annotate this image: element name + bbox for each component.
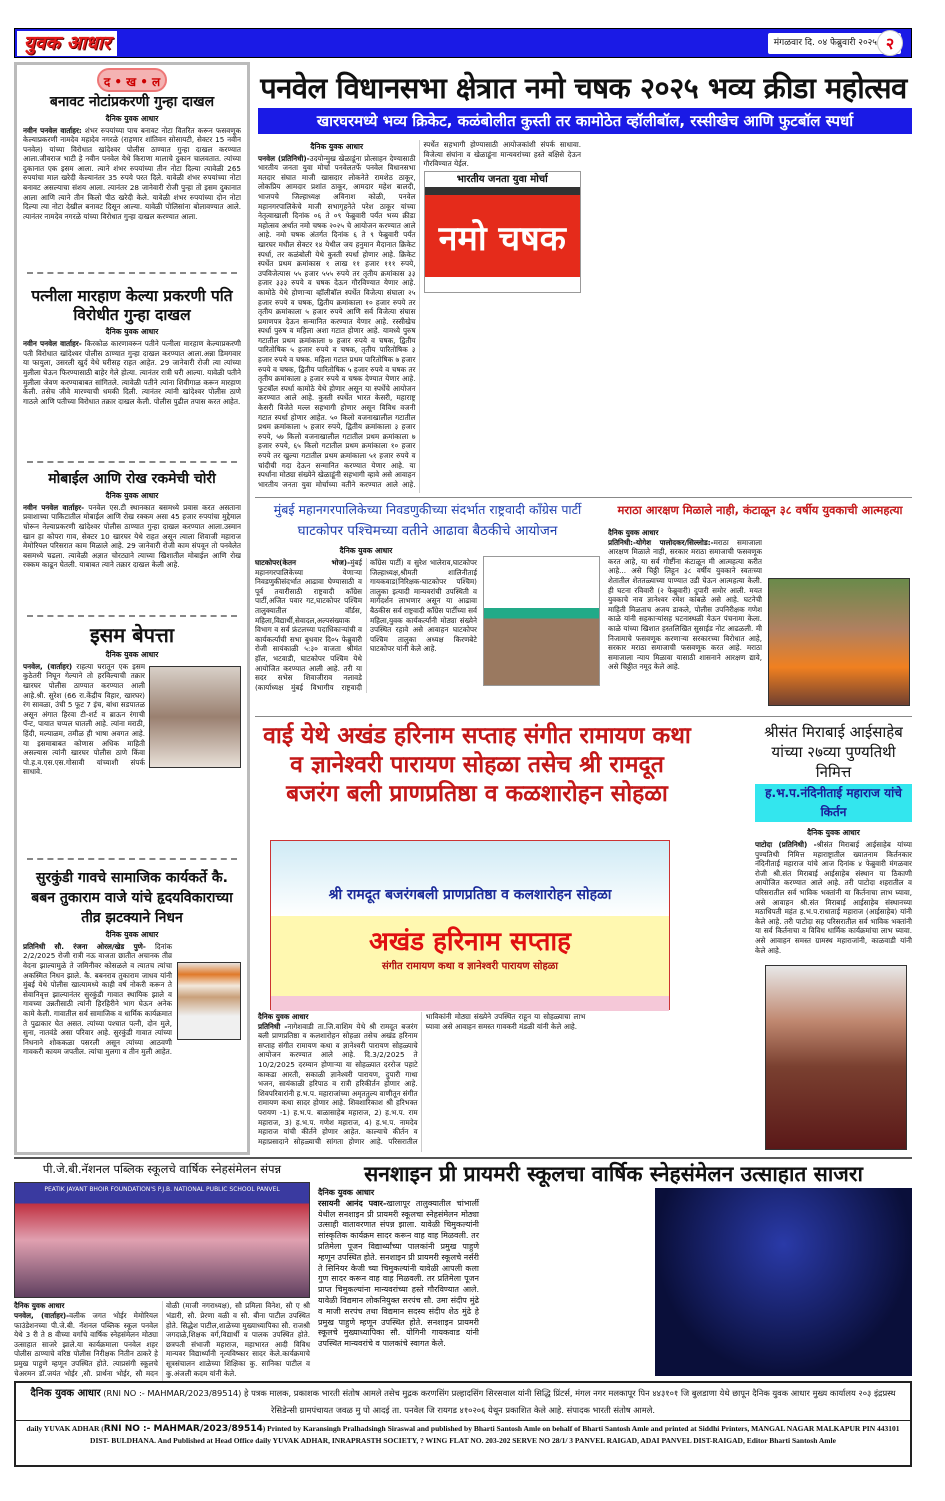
byline: दैनिक युवक आधार	[105, 649, 159, 659]
dateline: पनवेल, (वार्ताहर)-	[14, 1310, 70, 1320]
body-text: मराठा समाजाला आरक्षण मिळाले नाही, सरकार मराठा समाजाची फसवणूक करत आहे, या सर्व गोष्टींना कंटाळून मी आत्महत्या करीत आहे... असे चिठ्ठी लिहून ३८ वर्षीय युवकाने स्वतःच्या शेतातील शेततळ्याच्या पाण्यात उडी घेऊन आत्महत्या केली. ही घटना रविवारी (२ फेब्रुवारी) दुपारी समोर आली. मयत युवकाचे नाव ज्ञानेश्वर रमेश कांबळे असे आहे. घटनेची माहिती मिळताच अजय डाकले, पोलीस उपनिरीक्षक गणेश काळे यांनी सहकाऱ्यांसह घटनास्थळी येऊन पंचनामा केला. काळे यांच्या खिशात हस्तलिखित सुसाईड नोट आढळली. मी निजामाचे फसवणूक करणाऱ्या सरकारच्या विरोधात आहे, सरकार मराठा समाजाची फसवणूक करत आहे. मराठा समाजाला न्याय मिळावा यासाठी शासनाने आरक्षण द्यावे, असे चिठ्ठीत नमूद केले आहे.	[608, 537, 762, 672]
brand: दैनिक युवक आधार	[30, 1388, 101, 1399]
wai-story-body	[258, 1012, 753, 1152]
article-body	[23, 503, 241, 609]
byline: दैनिक युवक आधार	[105, 490, 159, 500]
body-text: मुंबई महानगरपालिकेच्या येणाऱ्या निवडणुकीसंदर्भात आढावा घेण्यासाठी व पूर्व तयारीसाठी राष्ट्रवादी कॉंग्रेस पार्टी,अजित पवार गट,घाटकोपर पश्चिम तालुक्यातील वॉर्डस, महिला,विद्यार्थी,सेवादल,अल्पसंख्याक विभाग व सर्व फ्रंटलच्या पदाधिकाऱ्यांची व कार्यकर्त्यांची सभा बुधवार दि०५ फेब्रुवारी रोजी सायंकाळी ५:३० वाजता श्रीमंत हॉल, भटवाडी, घाटकोपर पश्चिम येथे आयोजित करण्यात आली आहे. तरी या सदर सभेस शिवाजीराव नलावडे (कार्याध्यक्ष मुंबई विभागीय राष्ट्रवादी कॉंग्रेस पार्टी) व सुरेश भालेराव,घाटकोपर जिल्हाध्यक्ष,श्रीमती शालिनीताई गायकवाड(निरिक्षक-घाटकोपर पश्चिम) तालुका इत्यादी मान्यवरांची उपस्थिती व मार्गदर्शन लाभणार असून या आढावा बैठकीस सर्व राष्ट्रवादी कॉंग्रेस पार्टीच्या सर्व महिला,युवक कार्यकर्त्यांनी मोठ्या संख्येने उपस्थित रहावे असे आवाहन घाटकोपर पश्चिम तालुका अध्यक्ष किरणबेटे घाटकोपर यांनी केले आहे.	[255, 558, 477, 692]
dateline: प्रतिनिधी:-योगेश पालोदकर/सिल्लोड:-	[608, 537, 714, 547]
headline-line1: मुंबई महानगरपालिकेच्या निवडणुकीच्या संदर्भात राष्ट्रवादी कॉंग्रेस पार्टी	[273, 502, 582, 517]
newspaper-logo: युवक आधार	[17, 31, 117, 56]
dateline: पनवेल, (वार्ताहर)	[23, 661, 73, 671]
headline: इसम बेपत्ता	[89, 622, 175, 647]
namo-chashak-image	[424, 171, 582, 293]
divider	[27, 272, 237, 274]
article-body	[23, 339, 241, 455]
article-body	[255, 558, 477, 693]
headline: श्रीसंत मिराबाई आईसाहेब यांच्या २७व्या पुण्यतिथी निमित्त	[764, 723, 903, 781]
article-body	[14, 1301, 310, 1381]
byline: दैनिक युवक आधार	[318, 1188, 375, 1197]
imprint-text: ) Printed by Karansingh Pralhadsingh Siraswal and published by Bharti Santosh Amle on behalf of Bharti Santosh Amle and printed at Siddhi Printers, MANGAL NAGAR MALKAPUR PIN 443101 DIST- BULDHANA. And Published at Head Office daily YUVAK ADHAR, INRAPRASTH SOCIETY, ? WING FLAT NO. 203-202 SERVE NO 28/1/ 3 PANVEL RAIGAD, ADAI PANVEL DIST-RAIGAD, Editor Bharti Santosh Amle	[90, 1424, 900, 1445]
ncp-story	[255, 500, 600, 693]
article-fake-notes	[17, 65, 247, 283]
photo-banner-text: PEATIK JAYANT BHOIR FOUNDATION'S P.J.B. NATIONAL PUBLIC SCHOOL PANVEL	[44, 1186, 280, 1194]
article-mobile-theft	[17, 471, 247, 617]
image-title: नमो चषक	[425, 187, 581, 277]
sunshine-headline: सनशाइन प्री प्रायमरी स्कूलचा वार्षिक स्नेहसंमेलन उत्साहात साजरा	[364, 1162, 863, 1186]
headline: सुरकुंडी गावचे सामाजिक कार्यकर्ते कै. बबन तुकाराम वाजे यांचे हृदयविकाराच्या तीव्र झटक्याने निधन	[31, 869, 233, 926]
dateline: पनवेल (प्रतिनिधी)-	[258, 153, 310, 163]
byline: दैनिक युवक आधार	[807, 828, 860, 837]
issue-date	[768, 33, 901, 54]
banner-middle	[271, 916, 669, 996]
pjb-story	[14, 1162, 310, 1381]
article-body	[23, 662, 145, 852]
divider	[27, 858, 237, 860]
article-body	[608, 528, 762, 700]
imprint-english	[16, 1421, 910, 1448]
imprint-prefix: daily YUVAK ADHAR (	[26, 1424, 104, 1433]
victim-photo	[768, 578, 910, 706]
divider	[27, 615, 237, 617]
dateline: घाटकोपर(केतन भोज)-	[255, 558, 351, 567]
dateline: नवीन पनवेल वार्ताहर:	[23, 125, 82, 135]
dakhal-logo: द • ख • ल	[97, 68, 167, 92]
masthead	[14, 28, 912, 58]
ncp-leader-photo	[483, 556, 600, 686]
sunshine-story	[318, 1188, 648, 1378]
byline: दैनिक युवक आधार	[105, 113, 159, 123]
headline: पी.जे.बी.नॅशनल पब्लिक स्कूलचे वार्षिक स्नेहसंमेलन संपन्न	[42, 1162, 282, 1176]
headline: मोबाईल आणि रोख रकमेची चोरी	[48, 471, 216, 488]
issue-date-text: मंगळवार दि. ०४ फेब्रुवारी २०२५	[773, 38, 877, 48]
lead-headline: पनवेल विधानसभा क्षेत्रात नमो चषक २०२५ भव्य क्रीडा महोत्सव	[260, 71, 907, 105]
article-body	[23, 942, 241, 1130]
wai-headline: वाई येथे अखंड हरिनाम सप्ताह संगीत रामायण कथा व ज्ञानेश्वरी पारायण सोहळा तसेच श्री रामदूत बजरंग बली प्राणप्रतिष्ठा व कळशारोहन सोहळा	[263, 723, 691, 807]
kicker: ह.भ.प.नंदिनीताई महाराज यांचे किर्तन	[755, 784, 912, 822]
byline: दैनिक युवक आधार	[339, 546, 393, 555]
article-body	[258, 140, 912, 493]
headline: बनावट नोटांप्रकरणी गुन्हा दाखल	[49, 94, 215, 110]
article-missing-person	[17, 623, 247, 860]
event-banner-ad	[270, 840, 670, 1010]
article-body	[23, 126, 241, 266]
lead-story	[258, 140, 912, 495]
banner-top	[271, 841, 669, 916]
body-text: उदयोन्मुख खेळाडूंना प्रोत्साहन देण्यासाठी भारतीय जनता युवा मोर्चा पनवेलतर्फे पनवेल विधानसभा मतदार संघात माजी खासदार लोकनेते रामशेठ ठाकूर, लोकप्रिय आमदार प्रशांत ठाकूर, आमदार महेश बालदी, भाजपचे जिल्हाध्यक्ष अविनाश कोळी, पनवेल महानगरपालिकेचे माजी सभागृहनेते परेश ठाकूर यांच्या नेतृत्वाखाली दिनांक ०६ ते ०९ फेब्रुवारी पर्यंत भव्य क्रीडा महोत्सव अर्थात नमो चषक २०२५ चे आयोजन करण्यात आले आहे. नमो चषक अंतर्गत दिनांक ६ ते ९ फेब्रुवारी पर्यंत खारघर मधील सेक्टर १४ येथील जय हनुमान मैदानात क्रिकेट स्पर्धा, तर कळंबोली येथे कुस्ती स्पर्धा होणार आहे. क्रिकेट स्पर्धेत प्रथम क्रमांकास १ लाख ११ हजार १११ रुपये, उपविजेत्यास ५५ हजार ५५५ रुपये तर तृतीय क्रमांकास ३३ हजार ३३३ रुपये व चषक देऊन गौरविण्यात येणार आहे. कामोठे येथे होणाऱ्या व्हॉलीबॉल स्पर्धेत विजेत्या संघाला २५ हजार रुपये व चषक, द्वितीय क्रमांकाला १० हजार रुपये तर तृतीय क्रमांकाला ५ हजार रुपये आणि सर्व विजेत्या संघास प्रमाणपत्र देऊन सन्मानित करण्यात येणार आहे. रस्सीखेच स्पर्धा पुरुष व महिला अशा गटात होणार आहे. यामध्ये पुरुष गटातील प्रथम क्रमांकाला ७ हजार रुपये व चषक, द्वितीय पारितोषिक ५ हजार रुपये व चषक, तृतीय पारितोषिक ३ हजार रुपये व चषक. महिला गटात प्रथम पारितोषिक ७ हजार रुपये व चषक, द्वितीय पारितोषिक ५ हजार रुपये व चषक तर तृतीय क्रमांकाला ३ हजार रुपये व चषक देण्यात येणार आहे. फुटबॉल स्पर्धा कामोठे येथे होणार असून या स्पर्धेचे आयोजन करण्यात आले आहे. कुस्ती स्पर्धेत भारत केसरी, महाराष्ट्र केसरी विजेते मल्ल सहभागी होणार असून विविध वजनी गटात स्पर्धा होणार आहेत. ५० किलो वजनाखालील गटातील प्रथम क्रमांकाला ५ हजार रुपये, द्वितीय क्रमांकाला ३ हजार रुपये, ५७ किलो वजनाखालील गटातील प्रथम क्रमांकाला ७ हजार रुपये, ६५ किलो गटातील प्रथम क्रमांकाला १० हजार रुपये तर खुल्या गटातील प्रथम क्रमांकाला ५१ हजार रुपये व चांदीची गदा देऊन सन्मानित करण्यात येणार आहे. या स्पर्धांना मोठ्या संख्येने खेळाडूंनी सहभागी व्हावे असे आवाहन भारतीय जनता युवा मोर्चाच्या वतीने करण्यात आले आहे. स्पर्धेत सहभागी होण्यासाठी आयोजकांशी संपर्क साधावा. विजेत्या संघांना व खेळाडूंना मान्यवरांच्या हस्ते बक्षिसे देऊन गौरविण्यात येईल.	[258, 140, 581, 489]
dateline: प्रतिनिधी -	[258, 1021, 288, 1031]
body-text: पनवेल एस.टी स्थानकात बसमध्ये प्रवास करत असताना प्रवाशाच्या पाकिटातील मोबाईल आणि रोख रक्कम असा 45 हजार रुपयांचा मुद्देमाल चोरून नेल्याप्रकरणी खांदेश्वर पोलीस ठाण्यात गुन्हा दाखल करण्यात आला.उस्मान खान हा कोपरा गाव, सेक्टर 10 खारघर येथे राहत असून त्याला शिवाजी महाराज मेमोरियल परिसरात काम मिळाले आहे. 29 जानेवारी रोजी काम संपवून तो पनवेलेत बसमध्ये चढला. त्यावेळी अज्ञात चोरट्याने त्याच्या खिशातील मोबाईल आणि रोख रक्कम काढून घेतली. याबाबत त्याने तक्रार दाखल केली आहे.	[23, 502, 241, 570]
byline: दैनिक युवक आधार	[105, 929, 159, 939]
maratha-story	[608, 500, 912, 706]
banner-subtitle: संगीत रामायण कथा व ज्ञानेश्वरी पारायण सोहळा	[382, 961, 558, 972]
body-text: श्रीसंत मिराबाई आईसाहेब यांच्या पुण्यतिथी निमित्त महाराष्ट्रातील ख्यातनाम किर्तनकार नंदिनीताई महाराज यांचे आज दिनांक ४ फेब्रुवारी मंगळवार रोजी श्री.संत मिराबाई आईसाहेब संस्थान या ठिकाणी आयोजित करण्यात आले आहे. तरी पाटोदा शहरातील व परिसरातील सर्व भाविक भक्तांनी या किर्तनाचा लाभ घ्यावा, असे आवाहन श्री.संत मिराबाई आईसाहेब संस्थानच्या मठाधिपती महंत ह.भ.प.राधाताई महाराज (आईसाहेब) यांनी केले आहे. तरी पाटोदा सह परिसरातील सर्व भाविक भक्तांनी या सर्व किर्तनाचा व विविध धार्मिक कार्यक्रमांचा लाभ घ्यावा. असे आवाहन समस्त ग्रामस्थ महाराजांनी, काळवाडी यांनी केले आहे.	[755, 840, 912, 955]
dateline: रसायनी आनंद पवार-	[318, 1198, 387, 1208]
divider	[27, 461, 237, 463]
divider	[255, 497, 912, 498]
headline-line2: घाटकोपर पश्चिमच्या वतीने आढावा बैठकीचे आयोजन	[297, 523, 558, 539]
ncp-story-content	[255, 544, 600, 693]
banner-schedule-strip	[271, 996, 669, 1011]
dateline: प्रतिनिधी सौ. रंजना ओरल/खेड पुणे-	[23, 941, 146, 951]
article-body	[258, 1012, 753, 1152]
body-text: नागेशवाडी ता.जि.वाशिम येथे श्री रामदूत बजरंग बली प्राणप्रतिष्ठा व कलशारोहन सोहळा तसेच अखंड हरिनाम सप्ताह संगीत रामायण कथा व ज्ञानेश्वरी पारायण सोहळ्याचे आयोजन करण्यात आले आहे. दि.3/2/2025 ते 10/2/2025 दरम्यान होणाऱ्या या सोहळ्यात दररोज पहाटे काकडा आरती, सकाळी ज्ञानेश्वरी पारायण, दुपारी गाथा भजन, सायंकाळी हरिपाठ व रात्री हरिकीर्तन होणार आहे. शिवपरिवारांनी ह.भ.प. महाराजांच्या अमृततुल्य वाणीतून संगीत रामायण कथा सादर होणार आहे. शिवशारिकाश श्री हरिभक्त परायण -1) ह.भ.प. बाळासाहेब महाराज, 2) ह.भ.प. राम महाराज, 3) ह.भ.प. गणेश महाराज, 4) ह.भ.प. नामदेव महाराज यांची कीर्तने होणार आहेत. काल्याचे कीर्तन व महाप्रसादाने सोहळ्याची सांगता होणार आहे. परिसरातील भाविकांनी मोठ्या संख्येने उपस्थित राहून या सोहळ्याचा लाभ घ्यावा असे आवाहन समस्त गावकरी मंडळी यांनी केले आहे.	[258, 1012, 586, 1146]
missing-person-photo	[149, 666, 241, 768]
byline: दैनिक युवक आधार	[608, 528, 659, 537]
body-text: वलीक जगत भोईर मेमोरियल फाउंडेशनच्या पी.जे.बी. नॅशनल पब्लिक स्कूल पनवेल येथे 3 री ते 8 वीच्या वर्गांचे वार्षिक स्नेहसंमेलन मोठ्या उत्साहात साजरे झाले.या कार्यक्रमाला पनवेल शहर पोलीस ठाण्याचे वरिष्ठ पोलीस निरीक्षक नितीन ठाकरे हे प्रमुख पाहुणे म्हणून उपस्थित होते. त्याप्रसंगी स्कूलचे चेअरमन डॉ.जयंत भोईर ,सौ. प्रार्थना भोईर, सौ मदन वोळी (माजी नगराध्यक्ष), सौ प्रमिला विनेश, सौ ए श्री भंडारी, सौ. प्रेरणा वळी व सौ. बीना पाटील उपस्थित होते. सिद्धेश पाटील,शाळेच्या मुख्याध्यापिका सौ. राजश्री जगदाळे,शिक्षक वर्ग,विद्यार्थी व पालक उपस्थित होते. छत्रपती संभाजी महाराज, महाभारत आदी विविध मान्यवर विद्यार्थ्यांनी नृत्यविष्कार सादर केले.कार्यक्रमाचे सूत्रसंचालन शाळेच्या शिक्षिका कु. सानिका पाटील व कु.अंजली कदम यांनी केले.	[14, 1301, 310, 1378]
byline: दैनिक युवक आधार	[258, 1012, 309, 1021]
school-event-photo	[14, 1182, 310, 1298]
divider	[14, 1157, 912, 1159]
imprint-footer	[14, 1381, 912, 1467]
dateline: पाटोदा (प्रतिनिधी) -	[755, 840, 817, 849]
image-caption: भारतीय जनता युवा मोर्चा	[456, 173, 548, 185]
ncp-text-block	[255, 544, 477, 693]
page-number: २	[877, 30, 903, 56]
byline: दैनिक युवक आधार	[310, 142, 364, 151]
mirabai-story	[755, 722, 912, 980]
school-stage-photo	[655, 1188, 912, 1376]
maratha-story-content	[608, 528, 912, 706]
headline: पत्नीला मारहाण केल्या प्रकरणी पति विरोधीत गुन्हा दाखल	[31, 286, 233, 324]
banner-title: अखंड हरिनाम सप्ताह	[369, 927, 571, 957]
kirtankar-photo	[765, 965, 907, 1150]
headline: मराठा आरक्षण मिळाले नाही, कंटाळून ३८ वर्षीय युवकाची आत्महत्या	[617, 503, 903, 517]
article-wife-assault	[17, 287, 247, 464]
rni-number: RNI NO :- MAHMAR/2023/89514	[103, 1424, 263, 1434]
obituary-portrait	[177, 962, 241, 1040]
dateline: नवीन पनवेल वार्ताहर-	[23, 339, 82, 349]
imprint-text: (RNI NO :- MAHMAR/2023/89514) हे पत्रक मालक, प्रकाशक भारती संतोष आमले तसेच मुद्रक करणसिंग प्रल्हादसिंग सिरसवाल यांनी सिद्धि प्रिंटर्स, मंगल नगर मलकापूर पिन ४४३१०१ जि बुलडाणा येथे छापून दैनिक युवक आधार मुख्य कार्यालय २०३ इंद्रप्रस्थ रेसिडेन्सी ग्रामपंचायत जवळ मु पो आदई ता. पनवेल जि रायगड ४१०२०६ येथून प्रकाशित केले आहे. संपादक भारती संतोष आमले.	[103, 1388, 896, 1415]
body-text: शंभर रुपयांच्या पाच बनावट नोटा वितरित करून फसवणूक केल्याप्रकरणी नामदेव महादेव नगरळे (राहणार शांतिवन सोसायटी, सेक्टर 15 नवीन पनवेल) यांच्या विरोधात खांदेश्वर पोलीस ठाण्यात गुन्हा दाखल करण्यात आला.जीवराज भाटी हे नवीन पनवेल येथे किराणा मालाचे दुकान चालवतात. त्यांच्या दुकानात एक इसम आला. त्याने शंभर रुपयांच्या तीन नोटा दिल्या त्यावेळी 265 रुपयांचा माल खरेदी केल्यानंतर 35 रुपये परत दिले. यावेळी शंभर रुपयांच्या नोटा बनावट असल्याचा संशय आला. त्यानंतर 28 जानेवारी रोजी पुन्हा तो इसम दुकानात आला आणि त्याने तीन किलो पीठ खरेदी केले. यावेळी शंभर रुपयांच्या दोन नोटा दिल्या त्या नोटा देखील बनावट दिसून आल्या. यावेळी पोलिसांना बोलावण्यात आले. त्यानंतर नामदेव नगरळे यांच्या विरोधात गुन्हा दाखल करण्यात आला.	[23, 125, 241, 221]
lead-subheadline: खारघरमध्ये भव्य क्रिकेट, कळंबोलीत कुस्ती तर कामोठेत व्हॉलीबॉल, रस्सीखेच आणि फुटबॉल स्पर्धा	[258, 108, 912, 134]
byline: दैनिक युवक आधार	[105, 327, 159, 337]
body-text: खालापूर तालुक्यातील चांभार्ली येथील सनशाइन प्री प्रायमरी स्कूलचा स्नेहसंमेलन मोठ्या उत्साही वातावरणात संपन्न झाला. यावेळी चिमुकल्यांनी सांस्कृतिक कार्यक्रम सादर करून वाह वाह मिळवली. तर प्रतिमेला पूजन विद्यार्थ्यांच्या पालकांनी प्रमुख पाहुणे म्हणून उपस्थित होते. सनशाइन प्री प्रायमरी स्कूलचे नर्सरी ते सिनियर केजी च्या चिमुकल्यांनी यावेळी आपली कला गुण सादर करून वाह वाह मिळवली. तर प्रतिमेला पूजन प्राप्त चिमुकल्यांना मान्यवरांच्या हस्ते गौरविण्यात आले. यावेळी विद्यमान लोकनियुक्त सरपंच सौ. उमा संदीप मुंढे व माजी सरपंच तथा विद्यमान सदस्य संदीप शेठ मुंढे हे प्रमुख पाहुणे म्हणून उपस्थित होते. सनशाइन प्रायमरी स्कूलचे मुख्याध्यापिका सौ. योगिनी गायकवाड यांनी उपस्थित मान्यवरांचे व पालकांचे स्वागत केले.	[318, 1198, 479, 1349]
article-body	[318, 1188, 648, 1378]
imprint-marathi	[16, 1383, 910, 1421]
article-body	[755, 840, 912, 980]
banner-title: श्री रामदूत बजरंगबली प्राणप्रतिष्ठा व कलशारोहन सोहळा	[328, 887, 612, 903]
byline: दैनिक युवक आधार	[14, 1301, 65, 1311]
divider	[255, 716, 912, 717]
body-text: किरकोळ कारणावरून पतीने पत्नीला मारहाण केल्याप्रकरणी पती विरोधात खांदेश्वर पोलीस ठाण्यात गुन्हा दाखल करण्यात आला.अन्ना डिमगवार या फायुला, उसरली खुर्द येथे घरीसह राहत आहेत. 29 जानेवारी रोजी त्या त्यांच्या मुलीला घेऊन फिरण्यासाठी बाहेर गेले होत्या. त्यानंतर रात्री घरी आल्या. यावेळी पतीने मुलीला जेवण करण्याबाबत सांगितले. त्यावेळी पतीने त्यांना शिवीगाळ करून मारहाण केली. तसेच जीवे मारण्याची धमकी दिली. त्यानंतर त्यांनी खांदेश्वर पोलीस ठाणे गाठले आणि पतीच्या विरोधात तक्रार दाखल केली. पोलीस पुढील तपास करत आहेत.	[23, 339, 241, 406]
article-obituary	[17, 868, 247, 1130]
body-text: राहत्या घरातून एक इसम कुठेतरी निघून गेल्याने तो हरविल्याची तक्रार खारघर पोलीस ठाण्यात करण्यात आली आहे.श्री. सुरेश (66 रा.केंद्रीय विहार, खारघर) रंग सावळा, उंची 5 फूट 7 इंच, बांधा सडपातळ असून अंगात हिरवा टी-शर्ट व ब्राऊन रंगाची पॅन्ट, पायात चप्पल घातली आहे. त्यांना मराठी, हिंदी, मल्याळम, तमीळ ही भाषा अवगत आहे. या इसमाबाबत कोणास अधिक माहिती असल्यास त्यांनी खारघर पोलीस ठाणे किंवा पो.ह.व.एस.एस.गोसावी यांच्याशी संपर्क साधावे.	[23, 661, 145, 777]
left-news-column	[14, 62, 250, 1155]
body-text: दिनांक 2/2/2025 रोजी रात्री नऊ वाजता छातीत अचानक तीव्र वेदना झाल्यामुळे ते जमिनीवर कोसळले व त्यातच त्यांचा अकस्मित निधन झाले. कै. बबनराव तुकाराम जाधव यांनी मुंबई येथे पोलीस खात्यामध्ये काही वर्ष नोकरी करून ते सेवानिवृत्त झाल्यानंतर सुरकुंडी गावात स्थायिक झाले व गावच्या उन्नतीसाठी त्यांनी हिरहिरीने भाग घेऊन अनेक कामे केली. गावातील सर्व सामाजिक व धार्मिक कार्यक्रमात ते पुढाकार घेत असत. त्यांच्या पश्चात पत्नी, दोन मुले, सुना, नातवंडे असा परिवार आहे. सुरकुंडी गावात त्यांच्या निधनाने शोककळा पसरली असून त्यांच्या आठवणी गावकरी कायम जपतील. त्यांचा मुलगा व तीन मुली आहेत.	[23, 941, 173, 1057]
dateline: नवीन पनवेल वार्ताहर-	[23, 502, 85, 512]
